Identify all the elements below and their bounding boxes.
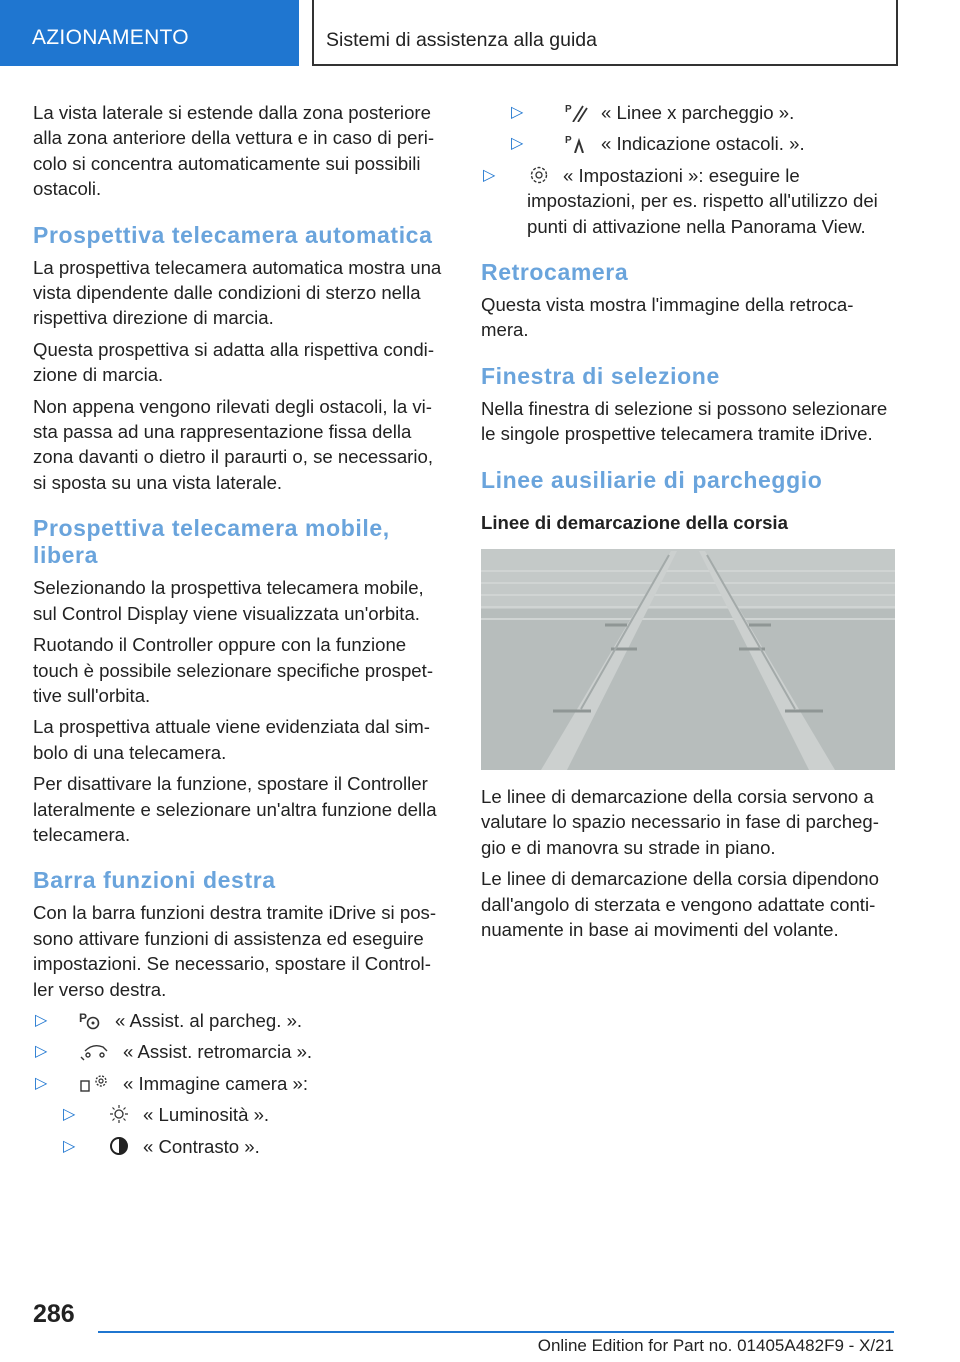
paragraph: La prospettiva telecamera automatica mostra una vista dipendente dalle condizioni di sterzo nella rispettiva direzione di marcia. [33, 256, 442, 329]
intro-paragraph: La vista laterale si estende dalla zona posteriore alla zona anteriore della vettura e in caso di pericolo si concentra automaticamente sui possibili ostacoli. [33, 102, 435, 200]
paragraph: Per disattivare la funzione, spostare il Controller lateralmente e selezionare un'altra funzione della telecamera. [33, 773, 437, 845]
bullet-triangle-icon: ▷ [35, 1074, 48, 1092]
right-column [481, 100, 893, 949]
paragraph: Questa prospettiva si adatta alla rispettiva condizione di marcia. [33, 338, 435, 386]
parking-lines-icon [565, 102, 589, 122]
parking-assist-icon [79, 1010, 103, 1030]
bullet-triangle-icon: ▷ [511, 104, 524, 121]
list-subitem [481, 131, 893, 156]
contrast-icon [107, 1136, 131, 1156]
paragraph: Questa vista mostra l'immagine della retrocamera. [481, 294, 854, 341]
list-item [33, 1071, 445, 1096]
bullet-triangle-icon: ▷ [35, 1011, 48, 1029]
section-tab [0, 0, 299, 66]
heading-selection-window: Finestra di selezione [481, 362, 720, 389]
bullet-triangle-icon: ▷ [63, 1137, 76, 1155]
list-item [33, 1008, 445, 1033]
list-item-label: « Impostazioni »: eseguire le impostazioni, per es. rispetto all'utilizzo dei punti di attivazione nella Panorama View. [527, 164, 878, 237]
bullet-triangle-icon: ▷ [511, 135, 524, 153]
svg-text:P: P [79, 1010, 88, 1025]
gear-icon [527, 165, 551, 185]
svg-text:P: P [565, 104, 572, 115]
heading-auto-camera: Prospettiva telecamera automatica [33, 221, 433, 248]
obstacle-marking-icon [565, 133, 589, 153]
lane-lines-figure [481, 549, 895, 770]
list-item-label: « Luminosità ». [143, 1104, 270, 1126]
list-item [481, 163, 893, 239]
left-column [33, 100, 445, 1165]
list-item [33, 1039, 445, 1064]
bullet-triangle-icon: ▷ [483, 166, 496, 184]
list-item-label: « Contrasto ». [143, 1135, 260, 1157]
paragraph: Selezionando la prospettiva telecamera mobile, sul Control Display viene visualizzata un'orbita. [33, 577, 424, 624]
heading-function-bar: Barra funzioni destra [33, 867, 276, 894]
paragraph: Con la barra funzioni destra tramite iDrive si possono attivare funzioni di assistenza ed eseguire impostazioni. Se necessario, spostare il Controller verso destra. [33, 902, 437, 1000]
list-subitem [481, 100, 893, 125]
brightness-icon [107, 1104, 131, 1124]
footer-divider [98, 1331, 894, 1333]
heading-mobile-camera: Prospettiva telecamera mobile, libera [33, 515, 390, 569]
paragraph: Ruotando il Controller oppure con la funzione touch è possibile selezionare specifiche prospettive sull'orbita. [33, 634, 434, 706]
page-number: 286 [33, 1300, 75, 1328]
chapter-header [312, 0, 898, 66]
svg-text:P: P [565, 135, 572, 147]
list-subitem [33, 1134, 445, 1159]
paragraph: Nella finestra di selezione si possono selezionare le singole prospettive telecamera tramite iDrive. [481, 397, 888, 445]
paragraph: Le linee di demarcazione della corsia dipendono dall'angolo di sterzata e vengono adattate continuamente in base ai movimenti del volante. [481, 868, 879, 941]
bullet-triangle-icon: ▷ [63, 1106, 76, 1124]
reverse-assist-icon [79, 1041, 111, 1061]
subheading-lane-lines: Linee di demarcazione della corsia [481, 511, 788, 533]
heading-parking-lines: Linee ausiliarie di parcheggio [481, 466, 823, 493]
footer-edition: Online Edition for Part no. 01405A482F9 - X/21 [537, 1336, 894, 1355]
paragraph: Le linee di demarcazione della corsia servono a valutare lo spazio necessario in fase di parcheggio e di manovra su strade in piano. [481, 786, 879, 858]
list-item-label: « Assist. al parcheg. ». [115, 1009, 303, 1031]
paragraph: La prospettiva attuale viene evidenziata dal simbolo di una telecamera. [33, 716, 430, 763]
camera-settings-icon [79, 1073, 111, 1093]
paragraph: Non appena vengono rilevati degli ostacoli, la vista passa ad una rappresentazione fissa della zona davanti o dietro il paraurti o, se necessario, si sposta su una vista laterale. [33, 395, 433, 493]
list-item-label: « Indicazione ostacoli. ». [601, 133, 805, 155]
bullet-triangle-icon: ▷ [35, 1043, 48, 1061]
list-item-label: « Assist. retromarcia ». [123, 1041, 313, 1063]
list-item-label: « Immagine camera »: [123, 1072, 308, 1094]
list-subitem [33, 1102, 445, 1127]
section-title: AZIONAMENTO [32, 26, 189, 49]
chapter-title: Sistemi di assistenza alla guida [326, 29, 597, 51]
heading-rear-camera: Retrocamera [481, 259, 629, 286]
list-item-label: « Linee x parcheggio ». [601, 102, 795, 123]
